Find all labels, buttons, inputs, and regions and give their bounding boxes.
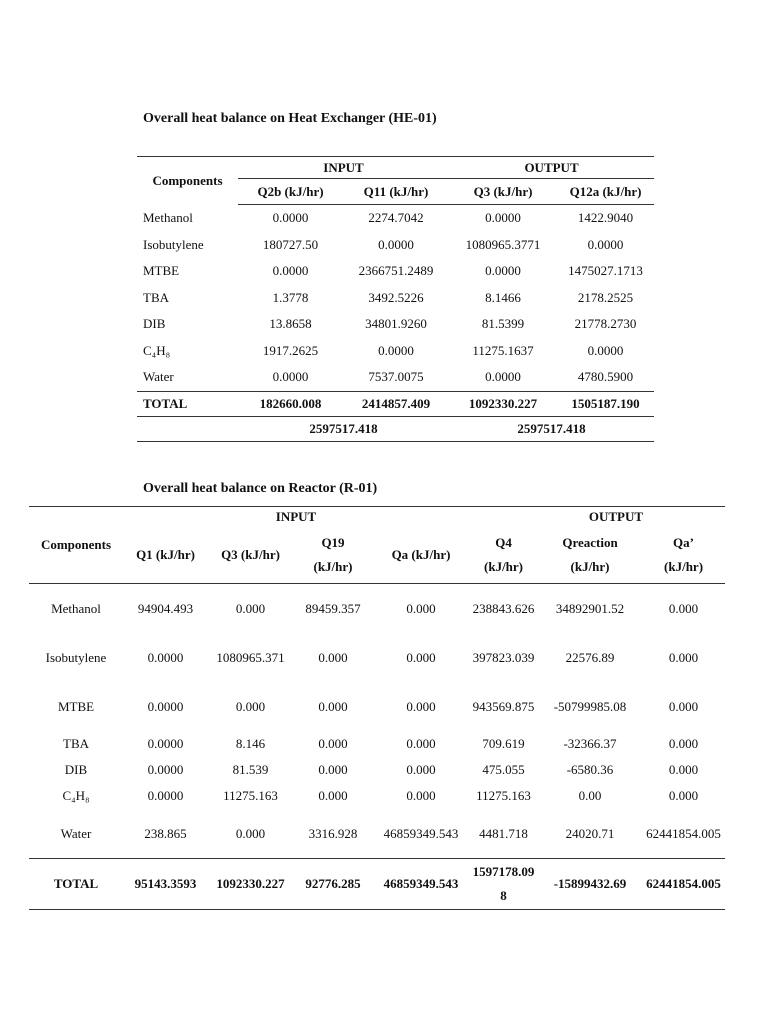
table-cell: 94904.493 xyxy=(137,600,194,616)
total-cell: 1092330.227 xyxy=(208,859,293,910)
table-row xyxy=(137,232,654,259)
table-cell: 0.0000 xyxy=(485,263,521,279)
table-cell: 1917.2625 xyxy=(262,342,319,358)
table-cell: 0.000 xyxy=(318,762,348,777)
table-cell: 11275.1637 xyxy=(472,342,534,358)
component-name: Isobutylene xyxy=(143,236,204,252)
component-name: Methanol xyxy=(143,210,193,225)
components-header: Components xyxy=(137,157,238,205)
component-name: C₄H₈ xyxy=(62,788,90,803)
table-cell: 1.3778 xyxy=(272,289,309,305)
table-row xyxy=(137,285,654,312)
table-cell: 943569.875 xyxy=(472,698,535,714)
table-cell: 4780.5900 xyxy=(577,369,634,385)
table-cell: 475.055 xyxy=(482,762,525,777)
table-row xyxy=(137,338,654,365)
table-cell: 0.0000 xyxy=(147,736,184,751)
table-cell: 0.0000 xyxy=(272,369,309,385)
total-label: TOTAL xyxy=(29,859,123,910)
table-cell: 21778.2730 xyxy=(574,316,637,332)
table-cell: 0.000 xyxy=(668,736,699,751)
input-sum: 2597517.418 xyxy=(238,416,449,441)
table-row xyxy=(137,364,654,391)
table-cell: 8.146 xyxy=(235,736,266,751)
table-cell: 0.000 xyxy=(668,788,699,803)
table-cell: 0.000 xyxy=(668,649,699,665)
table-row xyxy=(29,682,725,731)
output-group-header: OUTPUT xyxy=(449,157,654,179)
column-header: Q1 (kJ/hr) xyxy=(123,527,208,584)
reactor-table-title: Overall heat balance on Reactor (R-01) xyxy=(143,481,378,496)
sum-spacer xyxy=(137,416,238,441)
table-cell: -50799985.08 xyxy=(553,698,627,714)
sum-row xyxy=(137,416,654,441)
output-group-header: OUTPUT xyxy=(469,507,725,528)
table-cell: 0.000 xyxy=(668,600,699,616)
table-cell: 0.000 xyxy=(235,600,266,616)
output-sum: 2597517.418 xyxy=(449,416,654,441)
table-cell: 0.000 xyxy=(318,698,348,714)
table-cell: 397823.039 xyxy=(472,649,535,665)
component-name: C₄H₈ xyxy=(143,342,171,358)
table-cell: 1475027.1713 xyxy=(568,263,643,279)
total-row xyxy=(29,859,725,910)
component-name: DIB xyxy=(64,762,88,777)
table-cell: 238843.626 xyxy=(472,600,535,616)
component-name: Water xyxy=(60,825,92,841)
table-cell: 7537.0075 xyxy=(368,369,424,385)
table-cell: 4481.718 xyxy=(479,825,528,841)
table-cell: 0.000 xyxy=(318,788,348,803)
table-cell: 0.0000 xyxy=(147,649,184,665)
table-cell: 0.0000 xyxy=(147,762,184,777)
table-cell: 89459.357 xyxy=(305,600,361,616)
table-cell: -6580.36 xyxy=(566,762,614,777)
table-row xyxy=(29,809,725,859)
column-header: Qa (kJ/hr) xyxy=(373,527,469,584)
table-cell: 0.000 xyxy=(406,762,436,777)
table-cell: 0.0000 xyxy=(587,342,624,358)
table-cell: 0.0000 xyxy=(378,236,414,252)
table-cell: 0.0000 xyxy=(272,263,309,279)
table-row xyxy=(29,584,725,634)
column-header: Q11 (kJ/hr) xyxy=(343,179,449,205)
column-header: Q19 (kJ/hr) xyxy=(293,527,373,584)
component-name: TBA xyxy=(63,736,89,751)
total-cell: 1092330.227 xyxy=(449,391,557,416)
total-cell: 2414857.409 xyxy=(343,391,449,416)
table-cell: 11275.163 xyxy=(223,788,278,803)
table-cell: 3316.928 xyxy=(308,825,358,841)
table-cell: 0.000 xyxy=(235,698,266,714)
table-cell: 0.000 xyxy=(406,649,436,665)
table-cell: 0.000 xyxy=(318,736,348,751)
table-cell: 46859349.543 xyxy=(383,825,459,841)
column-header: Q12a (kJ/hr) xyxy=(557,179,654,205)
table-cell: 1080965.3771 xyxy=(465,236,541,252)
table-cell: 1422.9040 xyxy=(577,210,634,226)
table-cell: 24020.71 xyxy=(565,825,615,841)
table-cell: 2178.2525 xyxy=(577,289,634,305)
table-cell: 0.000 xyxy=(668,762,699,777)
table-cell: 0.000 xyxy=(406,736,436,751)
table-row xyxy=(29,783,725,809)
component-name: MTBE xyxy=(57,698,95,714)
component-name: MTBE xyxy=(143,263,180,279)
input-group-header: INPUT xyxy=(238,157,449,179)
table-cell: 81.5399 xyxy=(481,316,525,332)
component-name: DIB xyxy=(143,316,166,332)
table-cell: 1080965.371 xyxy=(216,649,285,665)
total-cell: -15899432.69 xyxy=(538,859,642,910)
component-name: Methanol xyxy=(51,600,101,616)
table-cell: 0.000 xyxy=(318,649,348,665)
column-header: Q4 (kJ/hr) xyxy=(469,527,538,584)
table-cell: 180727.50 xyxy=(262,236,319,252)
table-cell: 0.0000 xyxy=(485,369,521,385)
table-cell: 8.1466 xyxy=(485,289,521,305)
table-row xyxy=(29,757,725,783)
total-cell: 95143.3593 xyxy=(123,859,208,910)
column-header: Qreaction (kJ/hr) xyxy=(538,527,642,584)
table-cell: 22576.89 xyxy=(565,649,615,665)
table-cell: 11275.163 xyxy=(476,788,531,803)
column-header: Q3 (kJ/hr) xyxy=(208,527,293,584)
table-cell: 0.0000 xyxy=(147,788,184,803)
table-cell: 0.0000 xyxy=(378,342,414,358)
total-label: TOTAL xyxy=(137,391,238,416)
column-header: Q2b (kJ/hr) xyxy=(238,179,343,205)
heat-exchanger-table-title: Overall heat balance on Heat Exchanger (HE-01) xyxy=(143,111,437,126)
table-cell: 62441854.005 xyxy=(646,825,721,841)
table-cell: 2274.7042 xyxy=(368,210,424,226)
table-cell: 0.00 xyxy=(578,788,602,803)
table-cell: 0.0000 xyxy=(587,236,624,252)
table-cell: 0.0000 xyxy=(485,210,521,226)
table-cell: 13.8658 xyxy=(269,316,312,332)
table-cell: 0.000 xyxy=(406,698,436,714)
component-name: Isobutylene xyxy=(45,649,107,665)
input-group-header: INPUT xyxy=(123,507,469,528)
table-cell: 0.000 xyxy=(406,600,436,616)
total-cell: 92776.285 xyxy=(293,859,373,910)
total-row xyxy=(137,391,654,416)
table-row xyxy=(137,205,654,232)
reactor-table xyxy=(29,506,725,910)
table-cell: 709.619 xyxy=(482,736,525,751)
table-row xyxy=(137,258,654,285)
column-header: Q3 (kJ/hr) xyxy=(449,179,557,205)
total-cell: 1597178.098 xyxy=(469,859,538,910)
component-name: TBA xyxy=(143,289,169,305)
table-cell: 81.539 xyxy=(232,762,269,777)
table-cell: 2366751.2489 xyxy=(358,263,434,279)
table-cell: 0.000 xyxy=(235,825,266,841)
heat-exchanger-table xyxy=(137,156,654,442)
table-row xyxy=(29,731,725,757)
total-cell: 1505187.190 xyxy=(557,391,654,416)
table-cell: 34892901.52 xyxy=(555,600,625,616)
table-row xyxy=(29,633,725,682)
table-cell: -32366.37 xyxy=(563,736,617,751)
table-cell: 238.865 xyxy=(144,825,187,841)
total-cell: 62441854.005 xyxy=(642,859,725,910)
table-cell: 0.0000 xyxy=(147,698,184,714)
total-cell: 182660.008 xyxy=(238,391,343,416)
table-cell: 34801.9260 xyxy=(365,316,427,332)
table-cell: 3492.5226 xyxy=(368,289,424,305)
table-cell: 0.0000 xyxy=(272,210,309,226)
total-cell: 46859349.543 xyxy=(373,859,469,910)
table-row xyxy=(137,311,654,338)
column-header: Qa’ (kJ/hr) xyxy=(642,527,725,584)
components-header: Components xyxy=(29,507,123,584)
table-cell: 0.000 xyxy=(668,698,699,714)
table-cell: 0.000 xyxy=(406,788,436,803)
component-name: Water xyxy=(143,369,174,385)
